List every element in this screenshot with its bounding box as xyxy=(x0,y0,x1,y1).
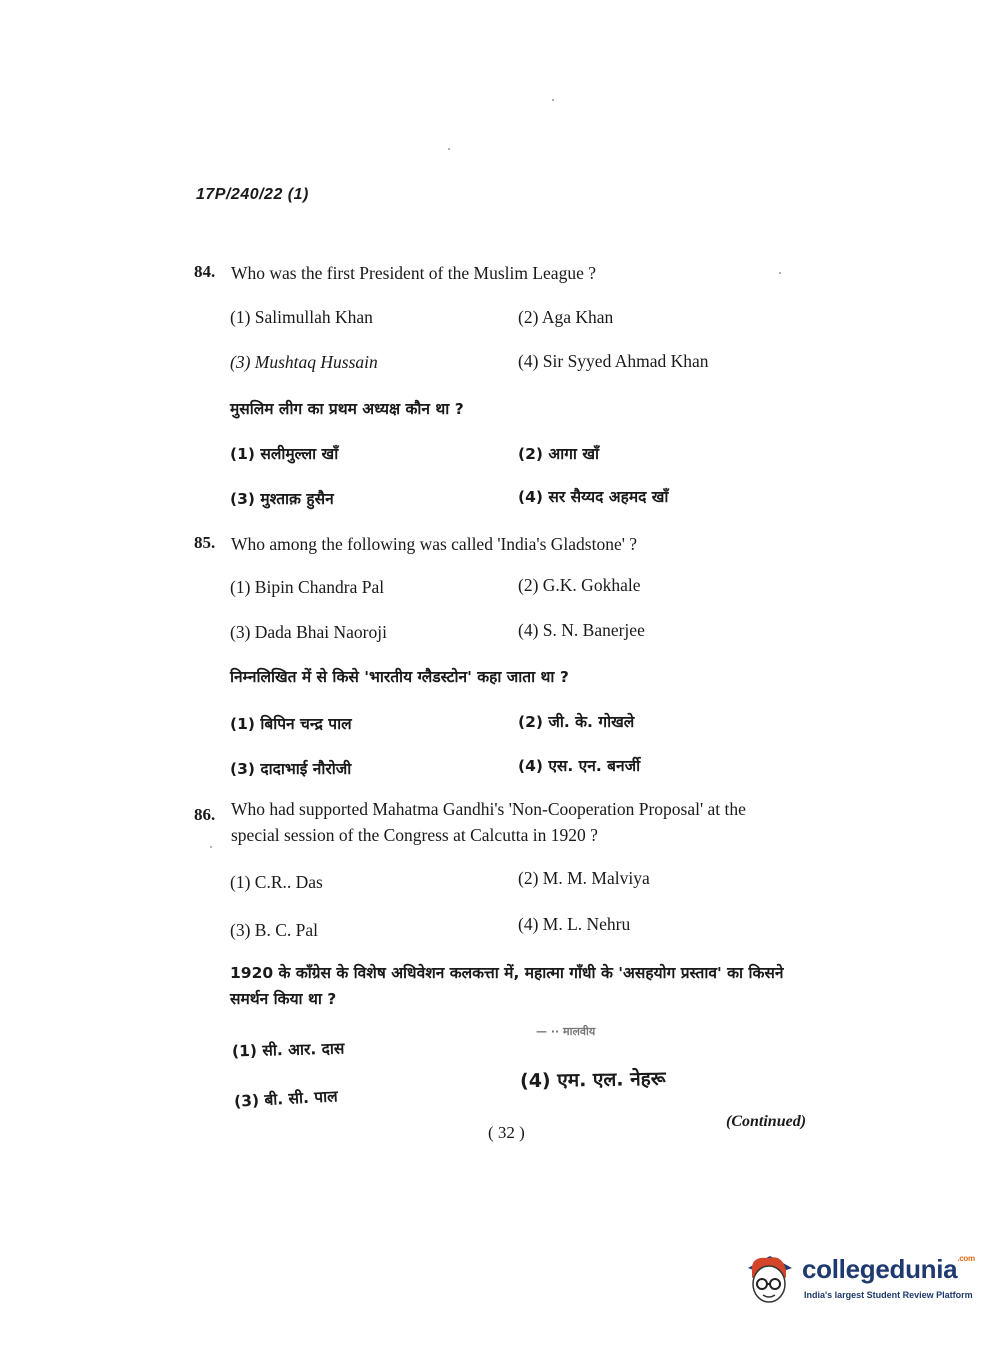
question-number: 85. xyxy=(194,533,216,552)
option: (3) Dada Bhai Naoroji xyxy=(230,622,387,642)
hindi-question-text: 1920 के काँग्रेस के विशेष अधिवेशन कलकत्ता में, महात्मा गाँधी के 'असहयोग प्रस्ताव' का किसने xyxy=(230,964,784,982)
question-text: Who was the first President of the Muslim League ? xyxy=(231,263,596,283)
hindi-option: (4) एस. एन. बनर्जी xyxy=(518,757,641,775)
hindi-option: (4) एम. एल. नेहरू xyxy=(519,1067,666,1093)
scan-speck xyxy=(448,148,450,150)
hindi-question-text: मुसलिम लीग का प्रथम अध्यक्ष कौन था ? xyxy=(230,400,464,418)
option: (2) G.K. Gokhale xyxy=(518,575,641,595)
option: (1) Bipin Chandra Pal xyxy=(230,577,385,597)
option: (3) Mushtaq Hussain xyxy=(230,352,378,372)
hindi-question-text: निम्नलिखित में से किसे 'भारतीय ग्लैडस्टोन' कहा जाता था ? xyxy=(230,668,569,686)
question-number: 86. xyxy=(194,805,216,824)
option: (3) B. C. Pal xyxy=(230,920,318,940)
scan-speck xyxy=(210,846,212,848)
option: (4) S. N. Banerjee xyxy=(518,620,645,640)
hindi-question-text: समर्थन किया था ? xyxy=(230,990,337,1008)
hindi-option: (3) मुश्ताक़ हुसैन xyxy=(230,490,334,508)
option: (4) Sir Syyed Ahmad Khan xyxy=(518,351,709,371)
brand-tagline: India's largest Student Review Platform xyxy=(804,1290,973,1300)
option: (2) M. M. Malviya xyxy=(518,868,650,888)
option: (4) M. L. Nehru xyxy=(518,914,631,934)
hindi-option: (1) बिपिन चन्द्र पाल xyxy=(230,715,352,733)
scan-speck xyxy=(552,99,554,101)
brand-name: collegedunia$^{.com}$ xyxy=(802,1254,975,1284)
paper-code: 17P/240/22 (1) xyxy=(196,186,309,203)
question-text: special session of the Congress at Calcutta in 1920 ? xyxy=(231,825,598,845)
hindi-option: (2) जी. के. गोखले xyxy=(518,713,635,731)
brand-suffix: .com xyxy=(957,1254,975,1263)
question-number: 84. xyxy=(194,262,216,281)
option: (2) Aga Khan xyxy=(518,307,614,327)
question-text: Who had supported Mahatma Gandhi's 'Non-Cooperation Proposal' at the xyxy=(231,799,746,819)
hindi-option: (3) बी. सी. पाल xyxy=(233,1087,339,1111)
hindi-option: (1) सी. आर. दास xyxy=(231,1039,345,1061)
student-mascot-icon xyxy=(742,1248,796,1308)
hindi-option: (1) सलीमुल्ला खाँ xyxy=(230,445,339,463)
option: (1) C.R.. Das xyxy=(230,872,323,892)
continued-label: (Continued) xyxy=(726,1113,807,1130)
scan-speck xyxy=(779,272,781,274)
question-text: Who among the following was called 'India's Gladstone' ? xyxy=(231,534,638,554)
hindi-option: (3) दादाभाई नौरोजी xyxy=(230,760,352,778)
option: (1) Salimullah Khan xyxy=(230,307,373,327)
hindi-option: (2) आगा खाँ xyxy=(518,445,600,463)
faint-cropped-text: — ·· मालवीय xyxy=(536,1025,596,1038)
hindi-option: (4) सर सैय्यद अहमद खाँ xyxy=(518,488,669,506)
page-number: ( 32 ) xyxy=(488,1123,525,1142)
collegedunia-logo xyxy=(742,1248,975,1310)
